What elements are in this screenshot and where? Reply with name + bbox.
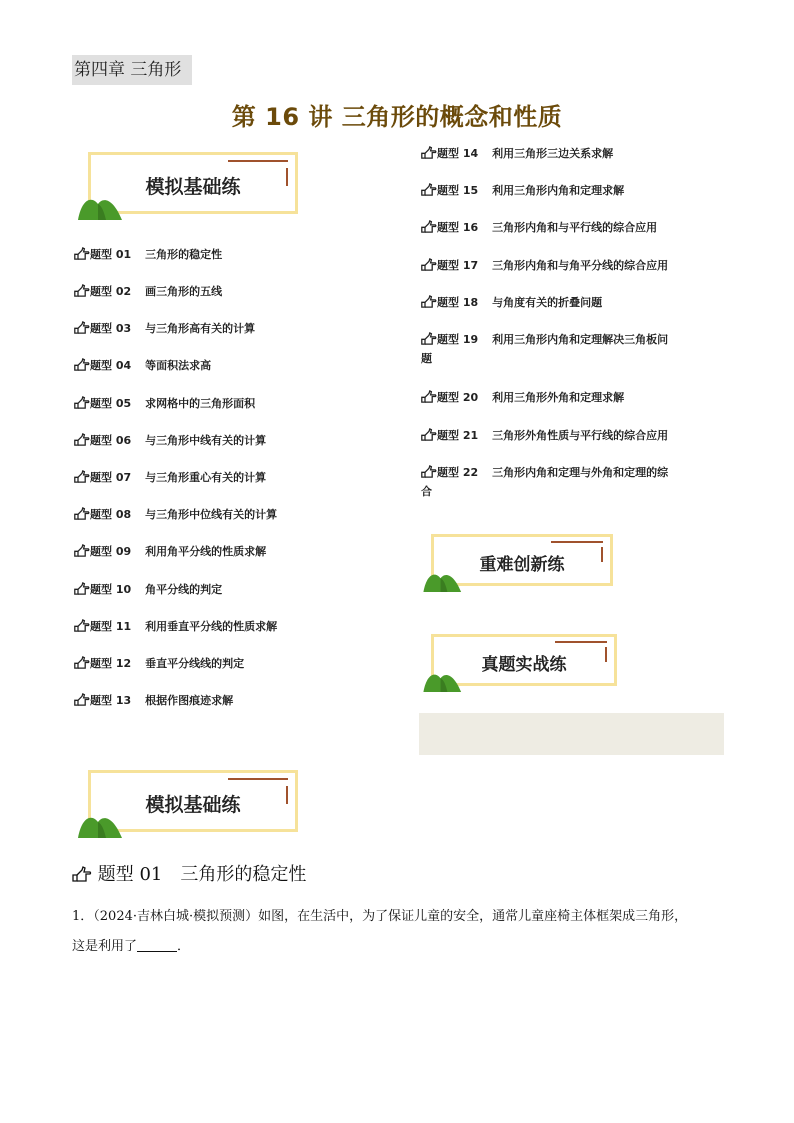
toc-item[interactable] [421, 331, 668, 367]
pointing-hand-icon [74, 358, 90, 376]
pointing-hand-icon [74, 544, 90, 562]
toc-tag: 题型 19 [437, 333, 479, 346]
toc-title: 画三角形的五线 [145, 285, 223, 298]
toc-tag: 题型 04 [90, 359, 132, 372]
toc-tag: 题型 18 [437, 296, 479, 309]
toc-title: 利用角平分线的性质求解 [145, 545, 267, 558]
toc-title: 与三角形中线有关的计算 [145, 434, 267, 447]
toc-title: 利用垂直平分线的性质求解 [145, 620, 278, 633]
banner-label: 重难创新练 [479, 555, 565, 575]
toc-tag: 题型 17 [437, 259, 479, 272]
toc-item[interactable] [74, 283, 222, 302]
banner-basic-top [78, 150, 300, 220]
toc-item[interactable] [421, 145, 613, 164]
toc-title: 与角度有关的折叠问题 [492, 296, 603, 309]
pointing-hand-icon [421, 428, 437, 446]
toc-tag: 题型 16 [437, 221, 479, 234]
toc-title: 三角形内角和与角平分线的综合应用 [492, 259, 669, 272]
page-title: 第 16 讲 三角形的概念和性质 [231, 103, 563, 131]
toc-item[interactable] [74, 618, 277, 637]
toc-tag: 题型 07 [90, 471, 132, 484]
answer-blank[interactable] [137, 938, 177, 952]
toc-tag: 题型 10 [90, 583, 132, 596]
pointing-hand-icon [74, 582, 90, 600]
toc-tag: 题型 15 [437, 184, 479, 197]
toc-title: 与三角形重心有关的计算 [145, 471, 267, 484]
toc-title: 三角形的稳定性 [145, 248, 223, 261]
toc-title: 等面积法求高 [145, 359, 212, 372]
pointing-hand-icon [74, 693, 90, 711]
section-heading [72, 860, 306, 886]
toc-item[interactable] [74, 320, 255, 339]
toc-item[interactable] [421, 464, 668, 500]
pointing-hand-icon [421, 332, 437, 350]
toc-tag: 题型 03 [90, 322, 132, 335]
toc-item[interactable] [74, 469, 266, 488]
section-title: 三角形的稳定性 [180, 864, 307, 885]
toc-tag: 题型 06 [90, 434, 132, 447]
pointing-hand-icon [421, 465, 437, 483]
hill-icon [423, 568, 465, 592]
toc-title: 三角形内角和与平行线的综合应用 [492, 221, 658, 234]
pointing-hand-icon [74, 433, 90, 451]
toc-title-cont: 合 [421, 485, 432, 498]
toc-title: 角平分线的判定 [145, 583, 223, 596]
toc-title-cont: 题 [421, 352, 432, 365]
toc-title: 利用三角形内角和定理求解 [492, 184, 625, 197]
pointing-hand-icon [74, 507, 90, 525]
banner-label: 真题实战练 [481, 655, 567, 675]
toc-item[interactable] [421, 219, 657, 238]
toc-tag: 题型 08 [90, 508, 132, 521]
pointing-hand-icon [421, 390, 437, 408]
toc-item[interactable] [74, 543, 266, 562]
toc-item[interactable] [421, 257, 668, 276]
toc-tag: 题型 13 [90, 694, 132, 707]
toc-item[interactable] [74, 581, 222, 600]
pointing-hand-icon [421, 183, 437, 201]
toc-tag: 题型 21 [437, 429, 479, 442]
toc-tag: 题型 02 [90, 285, 132, 298]
toc-title: 三角形内角和定理与外角和定理的综 [492, 466, 669, 479]
toc-title: 利用三角形外角和定理求解 [492, 391, 625, 404]
toc-item[interactable] [74, 246, 222, 265]
banner-real [423, 632, 619, 692]
pointing-hand-icon [72, 864, 98, 885]
question-line: 这是利用了 [72, 939, 138, 954]
toc-title: 三角形外角性质与平行线的综合应用 [492, 429, 669, 442]
question-1 [72, 902, 732, 962]
banner-label: 模拟基础练 [145, 794, 241, 816]
toc-tag: 题型 09 [90, 545, 132, 558]
chapter-label: 第四章 三角形 [72, 55, 192, 85]
pointing-hand-icon [74, 284, 90, 302]
toc-tag: 题型 12 [90, 657, 132, 670]
pointing-hand-icon [74, 619, 90, 637]
toc-tag: 题型 01 [90, 248, 132, 261]
pointing-hand-icon [421, 258, 437, 276]
toc-item[interactable] [74, 395, 255, 414]
toc-tag: 题型 14 [437, 147, 479, 160]
toc-item[interactable] [74, 432, 266, 451]
pointing-hand-icon [74, 321, 90, 339]
pointing-hand-icon [421, 146, 437, 164]
banner-hard [423, 532, 615, 592]
toc-item[interactable] [74, 357, 211, 376]
pointing-hand-icon [74, 656, 90, 674]
toc-item[interactable] [421, 427, 668, 446]
hill-icon [423, 668, 465, 692]
toc-item[interactable] [421, 389, 624, 408]
section-tag: 题型 01 [97, 864, 163, 885]
toc-item[interactable] [74, 655, 244, 674]
banner-basic-bottom [78, 768, 300, 838]
toc-title: 求网格中的三角形面积 [145, 397, 256, 410]
question-line: 1．（2024·吉林白城·模拟预测）如图，在生活中，为了保证儿童的安全，通常儿童座椅主体框架成三角形， [72, 909, 688, 924]
toc-title: 根据作图痕迹求解 [145, 694, 234, 707]
toc-title: 利用三角形三边关系求解 [492, 147, 614, 160]
hill-icon [78, 810, 126, 838]
toc-title: 垂直平分线线的判定 [145, 657, 245, 670]
toc-tag: 题型 11 [90, 620, 132, 633]
toc-title: 与三角形中位线有关的计算 [145, 508, 278, 521]
pointing-hand-icon [421, 220, 437, 238]
toc-item[interactable] [74, 692, 233, 711]
pointing-hand-icon [421, 295, 437, 313]
toc-title: 与三角形高有关的计算 [145, 322, 256, 335]
question-line-end: ． [177, 939, 191, 954]
toc-tag: 题型 05 [90, 397, 132, 410]
toc-tag: 题型 20 [437, 391, 479, 404]
hill-icon [78, 192, 126, 220]
pointing-hand-icon [74, 396, 90, 414]
toc-item[interactable] [421, 294, 602, 313]
pointing-hand-icon [74, 470, 90, 488]
pointing-hand-icon [74, 247, 90, 265]
toc-tag: 题型 22 [437, 466, 479, 479]
banner-label: 模拟基础练 [145, 176, 241, 198]
toc-item[interactable] [74, 506, 277, 525]
toc-item[interactable] [421, 182, 624, 201]
grey-placeholder-box [419, 713, 724, 755]
toc-title: 利用三角形内角和定理解决三角板问 [492, 333, 669, 346]
